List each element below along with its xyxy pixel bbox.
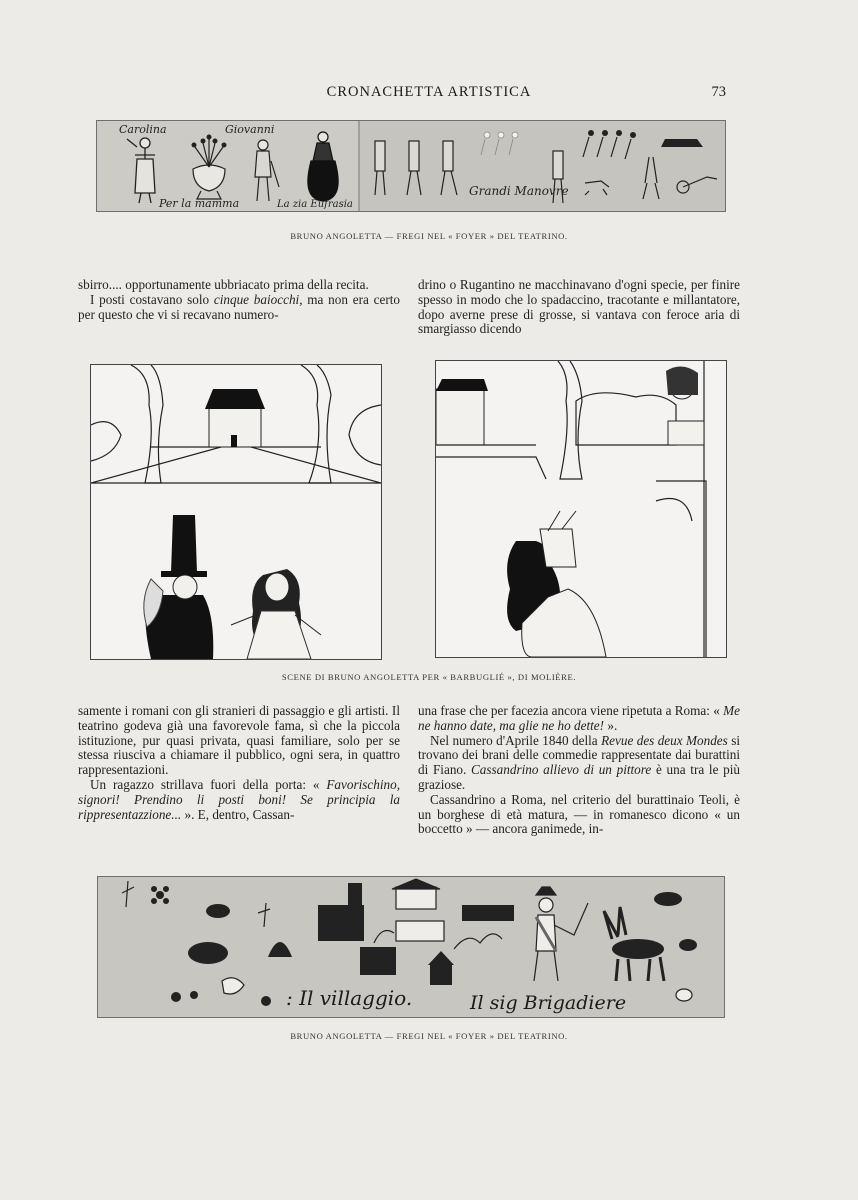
scene-drawing-right — [436, 361, 726, 657]
text-bottom-right — [418, 704, 740, 837]
paragraph: Un ragazzo strillava fuori della porta: « Favorischino, signori! Prendino li posti boni! Se principia la rippresentazzione... ». E, dentro, Cassan- — [78, 776, 400, 822]
paragraph: Cassandrino a Roma, nel criterio del burattinaio Teoli, è un borghese di età matura, — in romanesco dicono « un boccetto » — ancora ganimede, in- — [418, 791, 740, 837]
text-top-right — [418, 278, 740, 337]
frieze-label-brigadiere: Il sig Brigadiere — [470, 992, 627, 1014]
paragraph: I posti costavano solo cinque baiocchi, ma non era certo per questo che vi si recavano numero- — [78, 291, 400, 322]
scene-panel-left — [90, 364, 382, 660]
bottom-frieze-drawing — [98, 877, 724, 1017]
bottom-frieze-caption: BRUNO ANGOLETTA — FREGI NEL « FOYER » DEL TEATRINO. — [290, 1031, 568, 1041]
page-number: 73 — [711, 84, 726, 100]
paragraph: sbirro.... opportunamente ubbriacato prima della recita. — [78, 277, 369, 292]
running-header — [0, 84, 858, 106]
text-bottom-left — [78, 704, 400, 822]
text-top-left — [78, 278, 400, 322]
scenes-caption: SCENE DI BRUNO ANGOLETTA PER « BARBUGLIÉ », DI MOLIÈRE. — [281, 672, 577, 682]
frieze-label-manovre: Grandi Manovre — [469, 184, 569, 198]
frieze-label-zia: La zia Eufrasia — [277, 199, 353, 210]
scene-panel-right — [435, 360, 727, 658]
frieze-label-giovanni: Giovanni — [225, 123, 275, 136]
paragraph: drino o Rugantino ne macchinavano d'ogni specie, per finire spesso in modo che lo spadaccino, tracotante e millantatore, dopo averne prese di grosse, si vantava con feroce aria di smargiasso dicendo — [418, 277, 740, 337]
paragraph: una frase che per facezia ancora viene ripetuta a Roma: « Me ne hanno date, ma glie ne ho dette! ». — [418, 703, 740, 733]
frieze-label-villaggio: : Il villaggio. — [286, 986, 413, 1010]
top-frieze-illustration — [96, 120, 726, 212]
frieze-label-mamma: Per la mamma — [159, 197, 240, 210]
paragraph: Nel numero d'Aprile 1840 della Revue des deux Mondes si trovano dei brani delle commedie rappresentate dai burattini di Fiano. Cassandrino allievo di un pittore è una tra le più graziose. — [418, 732, 741, 792]
paragraph: samente i romani con gli stranieri di passaggio e gli artisti. Il teatrino godeva già una favorevole fama, sì che la piccola istituzione, pur quasi privata, quasi familiare, solo per se stessa riusciva a chiamare il pubblico, ogni sera, in quattro rappresentazioni. — [78, 703, 400, 778]
bottom-frieze-illustration — [97, 876, 725, 1018]
top-frieze-drawing — [97, 121, 725, 211]
scene-drawing-left — [91, 365, 381, 659]
running-title: CRONACHETTA ARTISTICA — [326, 84, 532, 100]
top-frieze-caption: BRUNO ANGOLETTA — FREGI NEL « FOYER » DEL TEATRINO. — [290, 231, 568, 241]
frieze-label-carolina: Carolina — [119, 123, 167, 136]
